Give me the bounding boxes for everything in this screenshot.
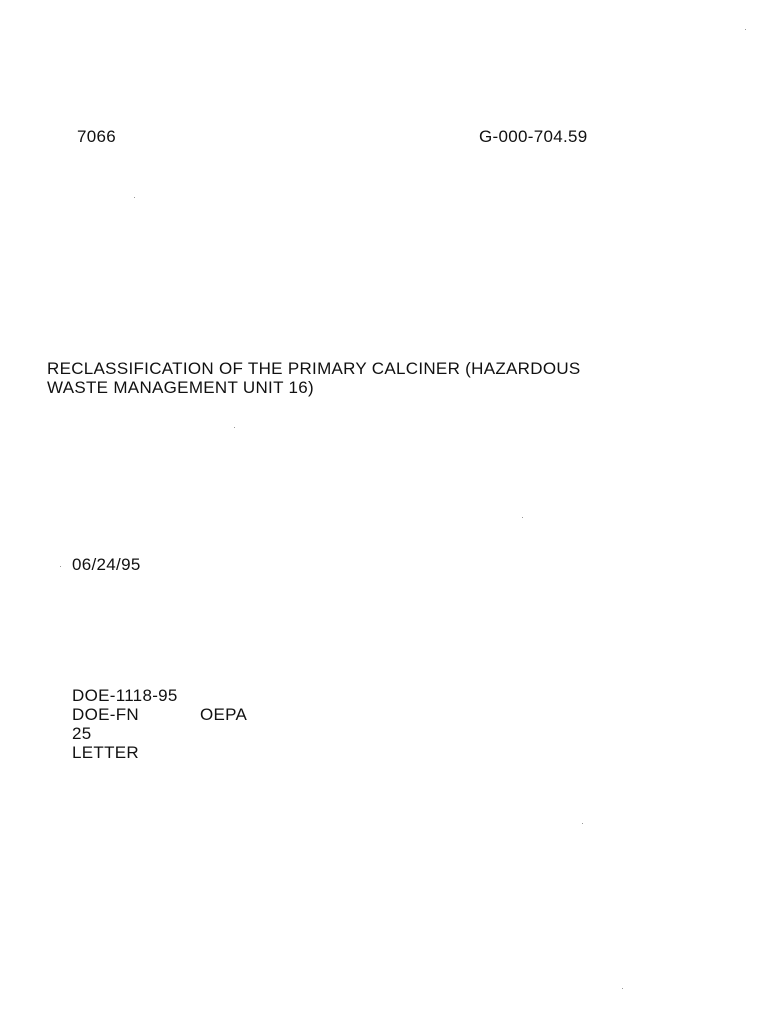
scan-speck [134,197,135,198]
scan-speck [522,517,523,518]
document-title-line-1: RECLASSIFICATION OF THE PRIMARY CALCINER (HAZARDOUS [47,359,581,378]
document-from: DOE-FN [72,705,139,724]
document-to: OEPA [200,705,248,724]
scan-speck [582,823,583,824]
scan-speck [745,29,746,30]
document-page-count: 25 [72,724,92,743]
document-code: G-000-704.59 [479,127,588,146]
scan-speck [60,566,61,567]
scan-speck [622,988,623,989]
document-title-line-2: WASTE MANAGEMENT UNIT 16) [47,378,314,397]
document-type: LETTER [72,743,139,762]
document-date: 06/24/95 [72,555,141,574]
document-reference: DOE-1118-95 [72,686,178,705]
scan-speck [234,427,235,428]
document-number: 7066 [77,127,117,146]
